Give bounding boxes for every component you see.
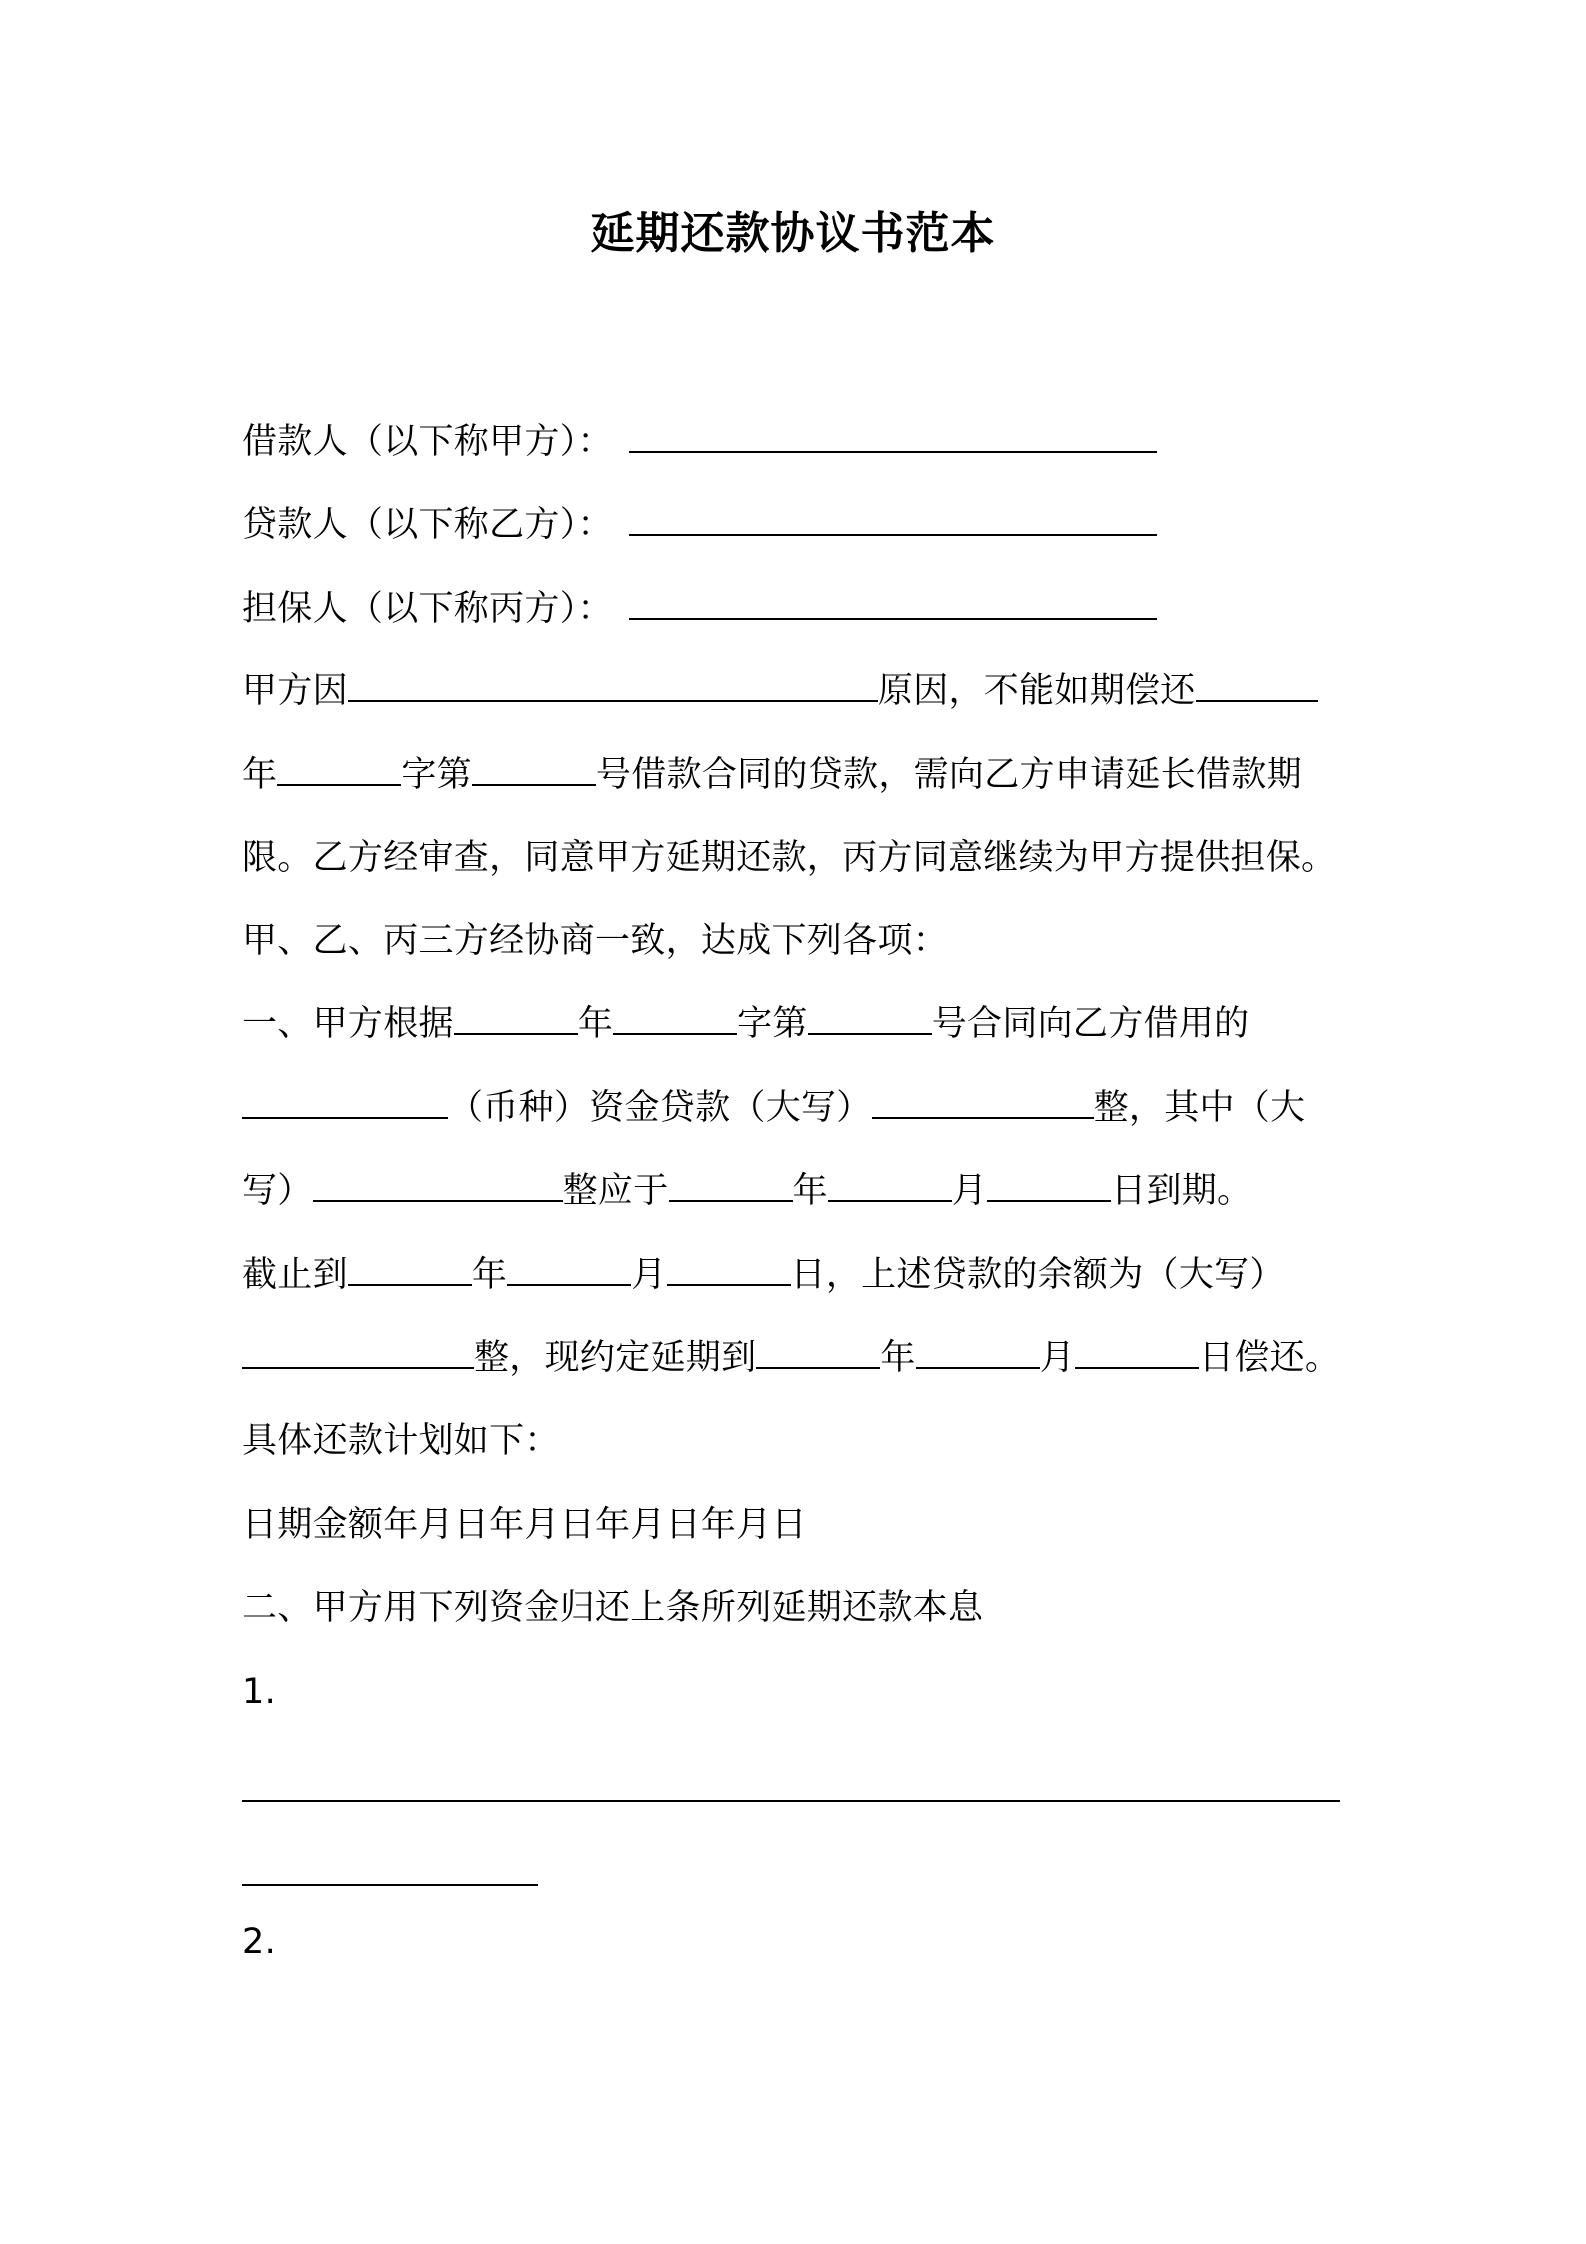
item1-blank-line-2 [242,1884,538,1886]
para1-line1 [242,666,1318,716]
para1-text: 字第 [401,755,472,795]
due-year-blank [669,1166,793,1202]
guarantor-label: 担保人（以下称丙方）： [242,589,613,629]
amount-due-blank [313,1166,563,1202]
loan-amount-blank [872,1083,1094,1119]
guarantor-blank [629,584,1157,620]
clause1-text: 写） [242,1171,313,1211]
clause2-item2 [242,1917,276,1967]
item1-blank-line-1 [242,1800,1340,1802]
clause1-year-blank [454,999,578,1035]
para1-text: 原因，不能如期偿还 [877,671,1196,711]
clause1-number-blank [808,999,932,1035]
clause1-text: 号合同向乙方借用的 [931,1004,1250,1044]
clause1-line1 [242,999,1249,1049]
reason-blank [348,666,878,702]
clause1-line5 [242,1333,1340,1383]
cutoff-month-blank [507,1250,631,1286]
cutoff-day-blank [667,1250,791,1286]
para1-text: 号借款合同的贷款，需向乙方申请延长借款期 [595,755,1302,795]
clause1-text: 截止到 [242,1255,348,1295]
due-day-blank [987,1166,1111,1202]
clause1-text: 日到期。 [1111,1171,1253,1211]
clause1-text: 日偿还。 [1199,1338,1341,1378]
extend-day-blank [1075,1333,1199,1369]
extend-year-blank [756,1333,880,1369]
clause1-line2 [242,1083,1305,1133]
clause1-text: （币种）资金贷款（大写） [448,1088,872,1128]
due-month-blank [828,1166,952,1202]
contract-number-blank [472,750,596,786]
item-number: 1. [242,1672,276,1712]
guarantor-line [242,584,1157,634]
clause2-heading [242,1583,983,1633]
clause1-text: 月 [1039,1338,1076,1378]
para1-text: 年 [242,755,278,795]
clause1-prefix-blank [613,999,737,1035]
cutoff-year-blank [348,1250,472,1286]
lender-label: 贷款人（以下称乙方）： [242,505,613,545]
clause1-text: 整，现约定延期到 [474,1338,757,1378]
balance-blank [242,1333,474,1369]
clause1-text: 年 [880,1338,916,1378]
clause1-line6 [242,1416,560,1466]
clause1-text: 年 [792,1171,828,1211]
para1-text: 限。乙方经审查，同意甲方延期还款，丙方同意继续为甲方提供担保。 [242,838,1337,878]
contract-year-blank [1196,666,1318,702]
item-number: 2. [242,1922,276,1962]
clause1-text: 年 [471,1255,508,1295]
borrower-label: 借款人（以下称甲方）： [242,422,613,462]
para1-line4 [242,916,948,966]
repayment-plan-row: 日期金额年月日年月日年月日年月日 [242,1505,807,1545]
clause1-text: 一、甲方根据 [242,1004,454,1044]
document-title: 延期还款协议书范本 [590,208,996,259]
para1-line2 [242,750,1302,800]
clause1-text: 月 [951,1171,988,1211]
borrower-line [242,417,1157,467]
borrower-blank [629,417,1157,453]
currency-blank [242,1083,448,1119]
clause1-text: 月 [631,1255,667,1295]
lender-blank [629,500,1157,536]
clause1-text: 整，其中（大 [1093,1088,1306,1128]
clause2-item1 [242,1667,276,1717]
clause1-line3 [242,1166,1252,1216]
contract-prefix-blank [277,750,401,786]
clause1-text: 年 [577,1004,614,1044]
clause2-text: 二、甲方用下列资金归还上条所列延期还款本息 [242,1588,984,1628]
clause1-text: 具体还款计划如下： [242,1421,560,1461]
clause1-text: 整应于 [562,1171,669,1211]
clause1-line7 [242,1500,807,1550]
clause1-text: 字第 [737,1004,808,1044]
clause1-line4 [242,1250,1285,1300]
para1-text: 甲方因 [242,671,348,711]
para1-line3 [242,833,1336,883]
lender-line [242,500,1157,550]
clause1-text: 日，上述贷款的余额为（大写） [790,1255,1285,1295]
extend-month-blank [916,1333,1040,1369]
para1-text: 甲、乙、丙三方经协商一致，达成下列各项： [242,921,949,961]
